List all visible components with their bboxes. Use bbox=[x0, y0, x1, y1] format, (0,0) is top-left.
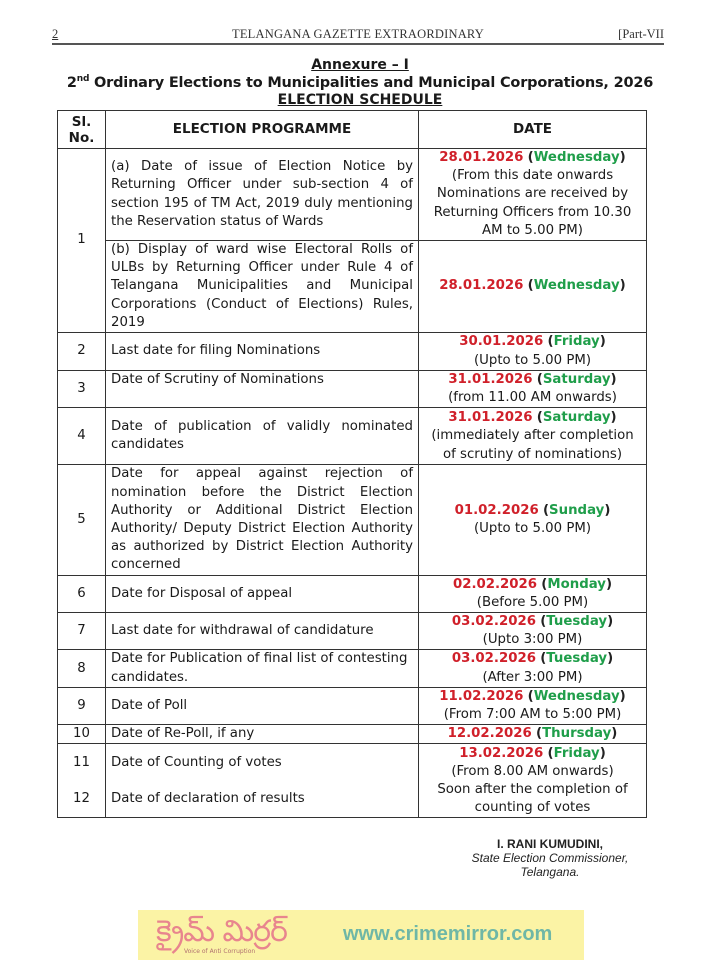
row-number: 7 bbox=[58, 613, 106, 650]
gazette-title: TELANGANA GAZETTE EXTRAORDINARY bbox=[231, 27, 484, 41]
programme-cell: Date of declaration of results bbox=[106, 781, 419, 818]
date-cell: 11.02.2026 (Wednesday) (From 7:00 AM to 5:00 PM) bbox=[419, 687, 647, 724]
programme-cell: (b) Display of ward wise Electoral Rolls of ULBs by Returning Officer under Rule 4 of Telangana Municipalities and Municipal Corporations (Conduct of Elections) Rules, 2019 bbox=[106, 241, 419, 333]
signature-block bbox=[420, 837, 680, 879]
row-number: 5 bbox=[58, 465, 106, 575]
row-number: 11 bbox=[58, 744, 106, 781]
programme-cell: Last date for filing Nominations bbox=[106, 333, 419, 371]
table-row bbox=[58, 149, 647, 241]
date-cell: 12.02.2026 (Thursday) bbox=[419, 725, 647, 744]
row-number: 6 bbox=[58, 575, 106, 612]
table-row bbox=[58, 575, 647, 612]
table-row bbox=[58, 744, 647, 781]
col-header-programme: ELECTION PROGRAMME bbox=[106, 111, 419, 149]
date-cell: 03.02.2026 (Tuesday) (Upto 3:00 PM) bbox=[419, 613, 647, 650]
crimemirror-watermark-banner bbox=[138, 910, 584, 960]
col-header-date: DATE bbox=[419, 111, 647, 149]
table-row bbox=[58, 408, 647, 465]
signatory-name: I. RANI KUMUDINI, bbox=[497, 837, 603, 851]
programme-cell: Date of Re-Poll, if any bbox=[106, 725, 419, 744]
date-cell: 02.02.2026 (Monday) (Before 5.00 PM) bbox=[419, 575, 647, 612]
table-row bbox=[58, 613, 647, 650]
row-number: 8 bbox=[58, 650, 106, 687]
date-cell: 30.01.2026 (Friday) (Upto to 5.00 PM) bbox=[419, 333, 647, 371]
col-header-sl-no: Sl. No. bbox=[58, 111, 106, 149]
row-number: 1 bbox=[58, 149, 106, 333]
date-cell: 28.01.2026 (Wednesday) (From this date onwards Nominations are received by Returning Officers from 10.30 AM to 5.00 PM) bbox=[419, 149, 647, 241]
table-row bbox=[58, 781, 647, 818]
row-number: 2 bbox=[58, 333, 106, 371]
table-row bbox=[58, 687, 647, 724]
row-number: 12 bbox=[58, 781, 106, 818]
table-row bbox=[58, 465, 647, 575]
row-number: 3 bbox=[58, 371, 106, 408]
signatory-state: Telangana. bbox=[520, 865, 580, 879]
row-number: 4 bbox=[58, 408, 106, 465]
table-row bbox=[58, 241, 647, 333]
part-label: [Part-VII bbox=[618, 27, 664, 41]
date-cell: Soon after the completion of counting of votes bbox=[419, 781, 647, 818]
table-row bbox=[58, 333, 647, 371]
running-head bbox=[52, 27, 664, 45]
schedule-heading: ELECTION SCHEDULE bbox=[277, 92, 443, 108]
programme-cell: Date for appeal against rejection of nomination before the District Election Authority or Additional District Election Authority/ Deputy District Election Authority as authorized by District Election Authority concerned bbox=[106, 465, 419, 575]
date-cell: 28.01.2026 (Wednesday) bbox=[419, 241, 647, 333]
date-cell: 03.02.2026 (Tuesday) (After 3:00 PM) bbox=[419, 650, 647, 687]
programme-cell: Date of Scrutiny of Nominations bbox=[106, 371, 419, 408]
row-number: 10 bbox=[58, 725, 106, 744]
date-cell: 01.02.2026 (Sunday) (Upto to 5.00 PM) bbox=[419, 465, 647, 575]
signatory-role: State Election Commissioner, bbox=[471, 851, 629, 865]
programme-cell: Date for Disposal of appeal bbox=[106, 575, 419, 612]
row-number: 9 bbox=[58, 687, 106, 724]
table-row bbox=[58, 650, 647, 687]
date-cell: 31.01.2026 (Saturday) (from 11.00 AM onwards) bbox=[419, 371, 647, 408]
election-schedule-table bbox=[57, 110, 647, 818]
date-cell: 31.01.2026 (Saturday) (immediately after completion of scrutiny of nominations) bbox=[419, 408, 647, 465]
programme-cell: Date of Counting of votes bbox=[106, 744, 419, 781]
programme-cell: Date of Poll bbox=[106, 687, 419, 724]
table-header-row bbox=[58, 111, 647, 149]
document-subtitle: 2nd Ordinary Elections to Municipalities and Municipal Corporations, 2026 bbox=[66, 74, 654, 91]
programme-cell: Date of publication of validly nominated candidates bbox=[106, 408, 419, 465]
programme-cell: Last date for withdrawal of candidature bbox=[106, 613, 419, 650]
logo-tagline: Voice of Anti Corruption bbox=[184, 948, 256, 955]
page-number: 2 bbox=[52, 27, 59, 41]
table-row bbox=[58, 725, 647, 744]
date-cell: 13.02.2026 (Friday) (From 8.00 AM onwards) bbox=[419, 744, 647, 781]
website-url: www.crimemirror.com bbox=[343, 923, 553, 945]
annexure-heading: Annexure – I bbox=[311, 57, 409, 73]
programme-cell: (a) Date of issue of Election Notice by Returning Officer under sub-section 4 of section 195 of TM Act, 2019 duly mentioning the Reservation status of Wards bbox=[106, 149, 419, 241]
crimemirror-logo: క్రైమ్ మిర్రర్ bbox=[156, 914, 287, 949]
table-row bbox=[58, 371, 647, 408]
programme-cell: Date for Publication of final list of contesting candidates. bbox=[106, 650, 419, 687]
